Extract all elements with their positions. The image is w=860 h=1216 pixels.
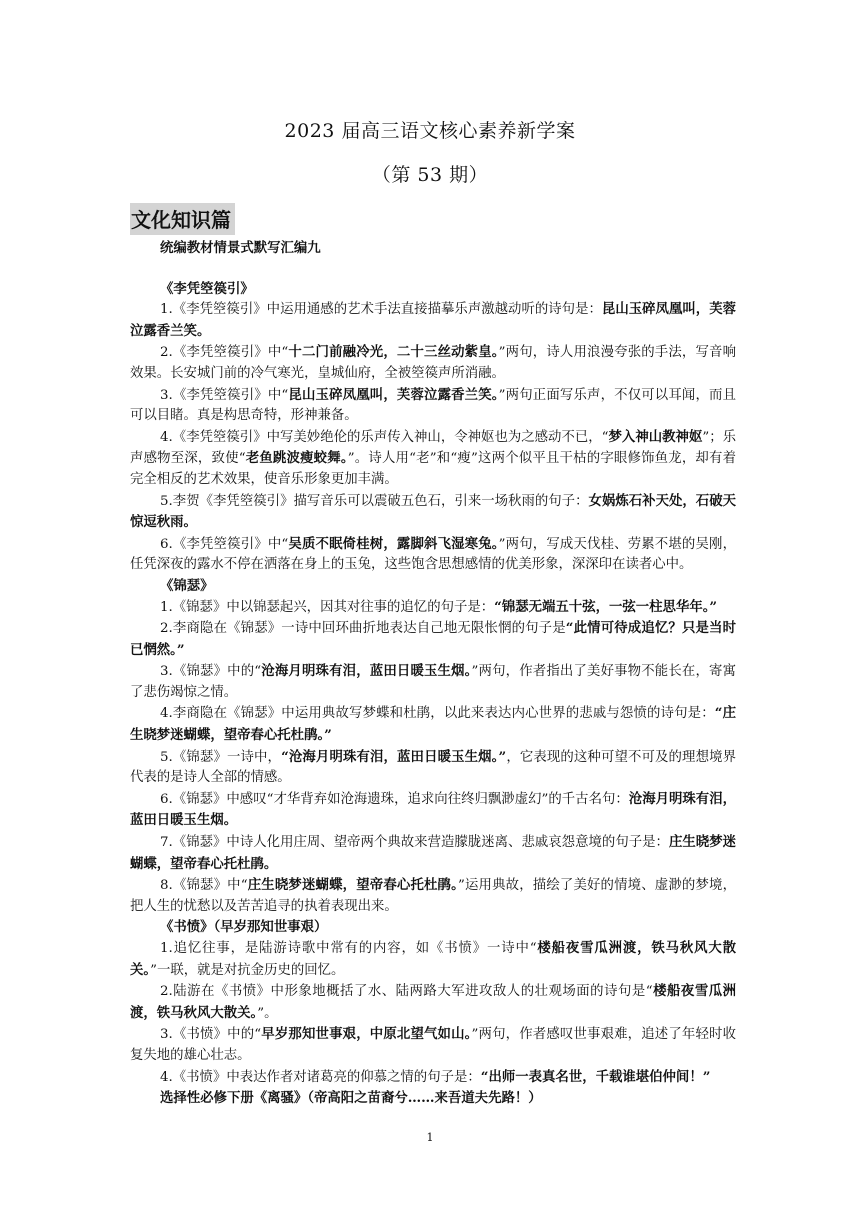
answer-text: “此情可待成追忆？只是当时已惘然。” [130, 620, 736, 658]
question-text: 5.《锦瑟》一诗中， [160, 749, 282, 765]
poem-heading: 《锦瑟》 [160, 577, 214, 594]
question-text: 4.李商隐在《锦瑟》中运用典故写梦蝶和杜鹃，以此来表达内心世界的悲戚与怨愤的诗句是： [160, 706, 715, 722]
question-item [130, 342, 736, 384]
question-item [130, 618, 736, 661]
question-text: 1.《锦瑟》中以锦瑟起兴，因其对往事的追忆的句子是： [160, 599, 495, 615]
poem-heading: 《书愤》（早岁那知世事艰） [160, 919, 328, 936]
question-text: ”两句正面写乐声，不仅可以耳闻，而且可以目睹。真是构思奇特，形神兼备。 [130, 387, 736, 424]
question-text: 3.《李凭箜篌引》中“ [160, 387, 289, 403]
question-text: 2.《李凭箜篌引》中“ [160, 345, 289, 361]
question-text: ”运用典故，描绘了美好的情境、虚渺的梦境，把人生的忧愁以及苦苦追寻的执着表现出来。 [130, 878, 736, 914]
poem-list [130, 279, 736, 1089]
answer-text: 吴质不眠倚桂树，露脚斜飞湿寒兔。 [288, 535, 499, 552]
question-text: 4.《李凭箜篌引》中写美妙绝伦的乐声传入神山，令神妪也为之感动不已，“ [160, 429, 609, 445]
question-text: 8.《锦瑟》中“ [160, 878, 248, 894]
answer-text: 昆山玉碎凤凰叫，芙蓉泣露香兰笑。 [130, 301, 737, 339]
question-item [130, 703, 736, 746]
question-text: 1.追忆往事，是陆游诗歌中常有的内容，如《书愤》一诗中“ [160, 941, 537, 956]
question-text: ”两句，诗人用浪漫夸张的手法，写音响效果。长安城门前的冷气寒光，皇城仙府，全被箜篌声所消融。 [130, 345, 736, 381]
question-item [130, 534, 736, 576]
answer-text: 女娲炼石补天处，石破天惊逗秋雨。 [130, 492, 737, 531]
question-item [130, 938, 736, 981]
question-item [130, 747, 736, 789]
question-item [130, 832, 736, 875]
document-title: 2023 届高三语文核心素养新学案 [284, 120, 576, 142]
question-text: 4.《书愤》中表达作者对诸葛亮的仰慕之情的句子是： [160, 1069, 481, 1085]
answer-text: 早岁那知世事艰，中原北望气如山。 [261, 1026, 472, 1043]
answer-text: “沧海月明珠有泪，蓝田日暖玉生烟。” [281, 748, 507, 765]
section-heading: 文化知识篇 [130, 203, 235, 235]
question-text: 7.《锦瑟》中诗人化用庄周、望帝两个典故来营造朦胧迷离、悲戚哀怨意境的句子是： [160, 835, 669, 851]
question-text: ”两句，作者指出了美好事物不能长在，寄寓了悲伤竭惊之情。 [130, 664, 736, 700]
question-item [130, 981, 736, 1024]
question-text: ”一联，就是对抗金历史的回忆。 [150, 962, 345, 978]
answer-text: 十二门前融冷光，二十三丝动紫皇。 [288, 344, 499, 361]
subtitle: 统编教材情景式默写汇编九 [160, 240, 321, 256]
question-text: ”两句，写成天伐桂、劳累不堪的吴刚，任凭深夜的露水不停在洒落在身上的玉兔，这些饱含思想感情的优美形象，深深印在读者心中。 [130, 536, 736, 573]
question-item [130, 385, 736, 427]
question-text: 6.《锦瑟》中感叹“才华背弃如沧海遗珠，追求向往终归飘渺虚幻”的千古名句： [160, 791, 629, 807]
question-item [130, 789, 736, 832]
answer-text: 庄生晓梦迷蝴蝶，望帝春心托杜鹃。 [247, 877, 458, 894]
question-item [130, 597, 736, 619]
question-text: 3.《书愤》中的“ [160, 1027, 262, 1043]
answer-text: 昆山玉碎凤凰叫，芙蓉泣露香兰笑。 [288, 386, 499, 403]
question-text: ，它表现的这种可望不可及的理想境界代表的是诗人全部的情感。 [130, 749, 736, 786]
question-item [130, 299, 736, 342]
question-text: 1.《李凭箜篌引》中运用通感的艺术手法直接描摹乐声激越动听的诗句是： [160, 302, 602, 318]
page-number: 1 [426, 1131, 434, 1144]
question-text: 5.李贺《李凭箜篌引》描写音乐可以震破五色石，引来一场秋雨的句子： [160, 493, 589, 509]
question-item [130, 1024, 736, 1066]
answer-text: 楼船夜雪瓜洲渡，铁马秋风大散关。 [130, 940, 736, 978]
question-text: ”。 [257, 1005, 278, 1021]
answer-text: 梦入神山教神妪 [608, 428, 703, 445]
answer-text: “庄生晓梦迷蝴蝶，望帝春心托杜鹃。” [130, 705, 736, 744]
question-item [130, 491, 736, 534]
question-text: ”。诗人用“老”和“瘦”这两个似平且干枯的字眼修饰鱼龙，却有着完全相反的艺术效果，使音乐形象更加丰满。 [130, 451, 736, 487]
question-item [130, 875, 736, 917]
question-text: 3.《锦瑟》中的“ [160, 664, 262, 680]
document-body [130, 238, 736, 1109]
question-text: 6.《李凭箜篌引》中“ [160, 536, 289, 552]
poem-heading: 《李凭箜篌引》 [160, 280, 254, 297]
question-text: ”两句，作者感叹世事艰难，追述了年轻时收复失地的雄心壮志。 [130, 1027, 736, 1063]
answer-text: “出师一表真名世，千载谁堪伯仲间！” [480, 1068, 711, 1085]
footer-heading: 选择性必修下册《离骚》（帝高阳之苗裔兮……来吾道夫先路！） [160, 1090, 542, 1107]
question-text: ”；乐声感物至深，致使“ [130, 429, 736, 467]
question-text: 2.陆游在《书愤》中形象地概括了水、陆两路大军进攻敌人的壮观场面的诗句是“ [160, 984, 653, 1000]
answer-text: 庄生晓梦迷蝴蝶，望帝春心托杜鹃。 [130, 834, 736, 872]
answer-text: 楼船夜雪瓜洲渡，铁马秋风大散关。 [130, 983, 737, 1021]
answer-text: 老鱼跳波瘦蛟舞。 [245, 450, 348, 467]
answer-text: 沧海月明珠有泪，蓝田日暖玉生烟。 [261, 663, 472, 680]
question-item [130, 661, 736, 703]
issue-number: （第 53 期） [371, 164, 489, 186]
question-text: 2.李商隐在《锦瑟》一诗中回环曲折地表达自己地无限怅惘的句子是 [160, 621, 566, 637]
answer-text: 沧海月明珠有泪，蓝田日暖玉生烟。 [130, 790, 737, 829]
question-item [130, 427, 736, 491]
question-item [130, 1067, 736, 1089]
answer-text: “锦瑟无端五十弦，一弦一柱思华年。” [494, 598, 718, 615]
